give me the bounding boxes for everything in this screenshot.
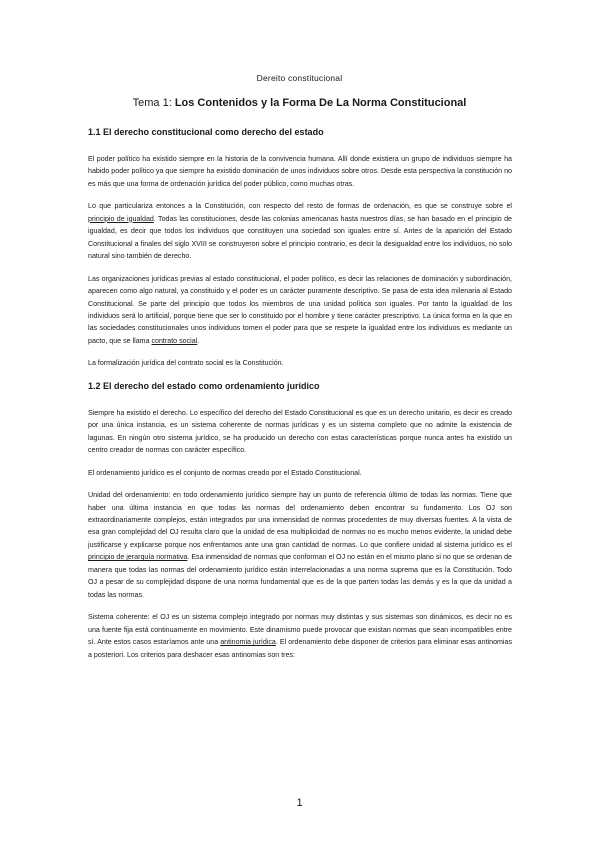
paragraph-text: Lo que particulariza entonces a la Constitución, con respecto del resto de formas de ordenación, es que se construye sobre el — [88, 202, 512, 211]
underlined-term: contrato social — [151, 336, 198, 345]
underlined-term: principio de jerarquía normativa — [88, 553, 188, 562]
document-body — [88, 126, 512, 671]
paragraph-text: Las organizaciones jurídicas previas al estado constitucional, el poder político, es decir las relaciones de dominación y subordinación, aparecen como algo natural, ya constituido y el poder es un carácter puramente descriptivo. Se pasa de esta idea milenaria al Estado Constitucional. Se parte del principio que todos los miembros de una unidad política son iguales. Por tanto la igualdad de los individuos será lo artificial, porque tiene que ser lo constituido por el hombre y tiene carácter prescriptivo. La única forma en la que en las sociedades constitucionales unos individuos tomen el poder para que se respete la igualdad entre los individuos es mediante un pacto, que se llama — [88, 274, 512, 345]
paragraph — [88, 489, 512, 601]
title-main: Los Contenidos y la Forma De La Norma Constitucional — [174, 97, 467, 109]
paragraph-text: . El ordenamiento debe disponer de criterios para eliminar esas antinomias a posteriori. Los criterios para deshacer esas antinomias son tres: — [88, 638, 512, 659]
document-title — [0, 97, 599, 109]
paragraph-text: Unidad del ordenamiento: en todo ordenamiento jurídico siempre hay un punto de referencia último de todas las normas. Tiene que haber una última instancia en que todas las normas del ordenamiento deben encontrar su fundamento. Los OJ son extraordinariamente complejos, están integrados por una inmensidad de normas procedentes de muy diversas fuentes. A la vista de esa gran complejidad del OJ resulta claro que la unidad de esa multiplicidad de normas no es mucho menos evidente, la unidad debe justificarse y explicarse porque nos enfrentamos ante una gran cantidad de normas. Lo que confiere unidad al sistema jurídico es el — [88, 491, 512, 549]
running-header: Dereito constitucional — [256, 73, 343, 83]
paragraph: La formalización jurídica del contrato social es la Constitución. — [88, 359, 284, 368]
paragraph-text: . Todas las constituciones, desde las colonias americanas hasta nuestros días, se han basado en el principio de igualdad, es decir que todos los individuos que constituyen una sociedad son iguales entre sí. Antes de la aparición del Estado Constitucional a finales del siglo XVIII se construyeron sobre el principio contrario, es decir la desigualdad entre los individuos, no solo natural sino también de derecho. — [88, 214, 512, 261]
paragraph — [88, 200, 512, 262]
paragraph-text: Sistema coherente: el OJ es un sistema complejo integrado por normas muy distintas y sus sistemas son dinámicos, es decir no es una fuente fija está continuamente en movimiento. Este dinamismo puede provocar que existan normas que sean incompatibles entre sí. Ante estos casos estaríamos ante una — [88, 613, 512, 647]
underlined-term: principio de igualdad — [88, 214, 154, 223]
paragraph — [88, 273, 512, 348]
paragraph-text: . Esa inmensidad de normas que conforman el OJ no están en el mismo plano si no que se ordenan de manera que todas las normas del ordenamiento jurídico están interrelacionadas a una norma suprema que es la Constitución. Todo OJ a pesar de su complejidad dispone de una norma fundamental que es de la que parten todas las demás y es la que da unidad a todas las normas. — [88, 553, 512, 599]
paragraph: El poder político ha existido siempre en la historia de la convivencia humana. Allí donde existiera un grupo de individuos siempre ha habido poder político ya que siempre ha existido dominación de unos individuos sobre otros. Desde esta perspectiva la constitución no es más que una forma de ordenación jurídica del poder público, como muchas otras. — [88, 155, 512, 188]
paragraph-text: . — [197, 336, 200, 345]
section-heading-1-1-text: 1.1 El derecho constitucional como derecho del estado — [88, 127, 324, 137]
page-number: 1 — [296, 797, 303, 809]
section-heading-1-1 — [88, 126, 512, 138]
title-prefix: Tema 1: — [132, 97, 175, 109]
section-heading-1-2-text: 1.2 El derecho del estado como ordenamiento jurídico — [88, 380, 320, 391]
paragraph: El ordenamiento jurídico es el conjunto de normas creado por el Estado Constitucional. — [88, 468, 362, 477]
paragraph: Siempre ha existido el derecho. Lo específico del derecho del Estado Constitucional es que es un derecho unitario, es decir es creado por una única instancia, es un sistema coherente de normas jurídicas y es un sistema completo que no admite la existencia de lagunas. En ningún otro sistema jurídico, se ha producido un derecho con estas características porque nunca antes ha existido un centro creador de normas con carácter específico. — [88, 408, 512, 455]
section-heading-1-2 — [88, 380, 512, 392]
underlined-term: antinomia jurídica — [220, 638, 276, 647]
paragraph — [88, 611, 512, 661]
